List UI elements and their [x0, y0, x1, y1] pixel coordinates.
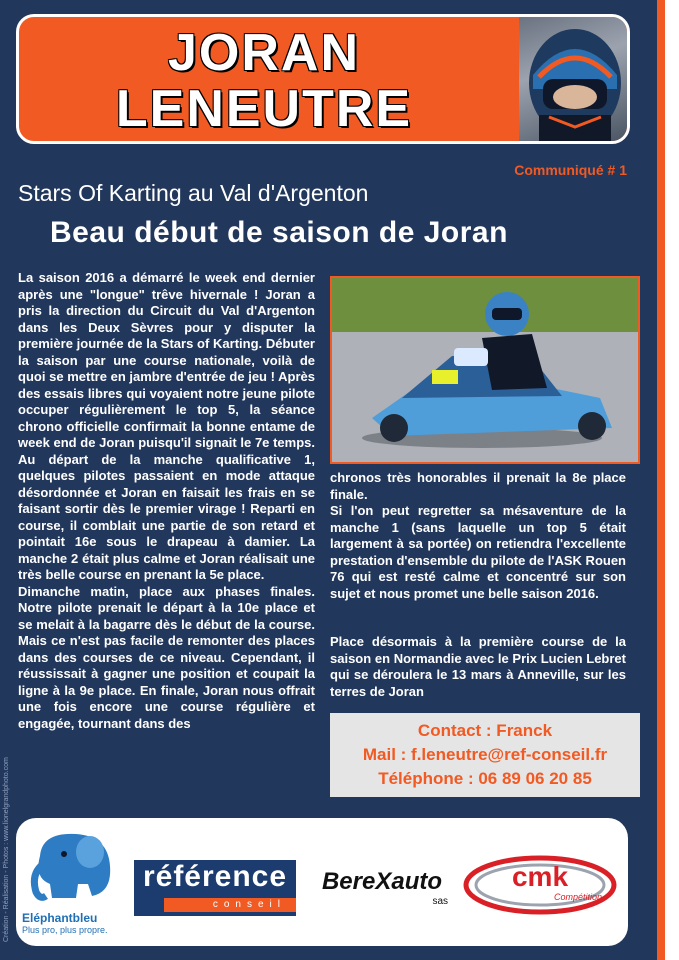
- contact-box: [330, 713, 640, 797]
- kart-race-photo: [330, 276, 640, 464]
- contact-phone: Téléphone : 06 89 06 20 85: [378, 769, 592, 788]
- berexauto-logo: [308, 868, 456, 914]
- article-column-left: [18, 270, 315, 732]
- article-column-right: [330, 470, 626, 602]
- elephant-bleu-name: Eléphantbleu: [22, 911, 98, 925]
- driver-portrait-photo: [519, 17, 627, 141]
- berexauto-logo-text: BereXauto: [321, 868, 443, 895]
- elephant-bleu-logo: [22, 826, 122, 938]
- article-paragraph: chronos très honorables il prenait la 8e place finale.: [330, 470, 626, 502]
- sponsor-logos-panel: [16, 818, 628, 946]
- reference-logo-text: référence: [142, 860, 288, 893]
- cmk-logo-subtext: Compétition: [553, 892, 602, 902]
- article-paragraph: Si l'on peut regretter sa mésaventure de la manche 1 (sans laquelle un top 5 était largement à sa portée) on retiendra l'excellente prestation d'ensemble du pilote de l'ASK Rouen 76 qui est resté calme et concentré sur son sujet et nous promet une belle saison 2016.: [330, 503, 626, 601]
- title-line-1: JORAN: [167, 24, 361, 82]
- reference-conseil-logo: [134, 860, 296, 916]
- article-paragraph: Dimanche matin, place aux phases finales. Notre pilote prenait le départ à la 10e place et se melait à la bagarre dès le début de la course. Mais ce n'est pas facile de remonter des places dans des courses de ce niveau. Cependant, il réussissait à gagner une position et coupait la ligne à la 9e place. En finale, Joran nous offrait une fois encore une course régulière et engagée, tournant dans des: [18, 583, 315, 731]
- article-column-right-end: [330, 634, 626, 700]
- cmk-competition-logo: [462, 852, 618, 918]
- photo-credit: Création - Réalisation - Photos : www.lionelgrandphoto.com: [3, 757, 10, 942]
- article-paragraph: La saison 2016 a démarré le week end dernier après une "longue" trêve hivernale ! Joran a pris la direction du Circuit du Val d'Argenton dans les Deux Sèvres pour y disputer la première journée de la Stars of Karting. Débuter la saison par une course nationale, voilà de quoi se mettre en jambre d'entrée de jeu ! Après des essais libres qui voyaient notre jeune pilote occuper régulièrement le top 5, la séance chrono officielle confirmait la bonne entame de week end de Joran puisqu'il signait le 7e temps. Au départ de la manche qualificative 1, quelques pilotes passaient en mode attaque désordonnée et Joran en faisait les frais en se faisant sortir dès le premier virage ! Reparti en course, il comblait une partie de son retard et pointait 16e sous le drapeau à damier. La manche 2 était plus calme et Joran réalisait une très belle course en prenant la 5e place.: [18, 270, 315, 582]
- title-line-2: LENEUTRE: [115, 80, 413, 138]
- page-title: [29, 25, 499, 137]
- elephant-bleu-tagline: Plus pro, plus propre.: [22, 925, 108, 935]
- berexauto-logo-subtext: sas: [432, 896, 448, 907]
- article-headline: Beau début de saison de Joran: [50, 216, 508, 249]
- article-paragraph: Place désormais à la première course de la saison en Normandie avec le Prix Lucien Lebret qui se déroulera le 13 mars à Anneville, sur les terres de Joran: [330, 634, 626, 699]
- edge-stripe-white: [665, 0, 679, 960]
- header-banner: [16, 14, 630, 144]
- contact-email: Mail : f.leneutre@ref-conseil.fr: [362, 745, 608, 764]
- contact-name: Contact : Franck: [417, 721, 553, 740]
- communique-number: Communiqué # 1: [514, 162, 627, 178]
- event-subtitle: Stars Of Karting au Val d'Argenton: [18, 180, 369, 206]
- cmk-logo-text: cmk: [511, 861, 569, 892]
- edge-stripe-orange: [657, 0, 665, 960]
- reference-logo-subtext: conseil: [164, 898, 296, 912]
